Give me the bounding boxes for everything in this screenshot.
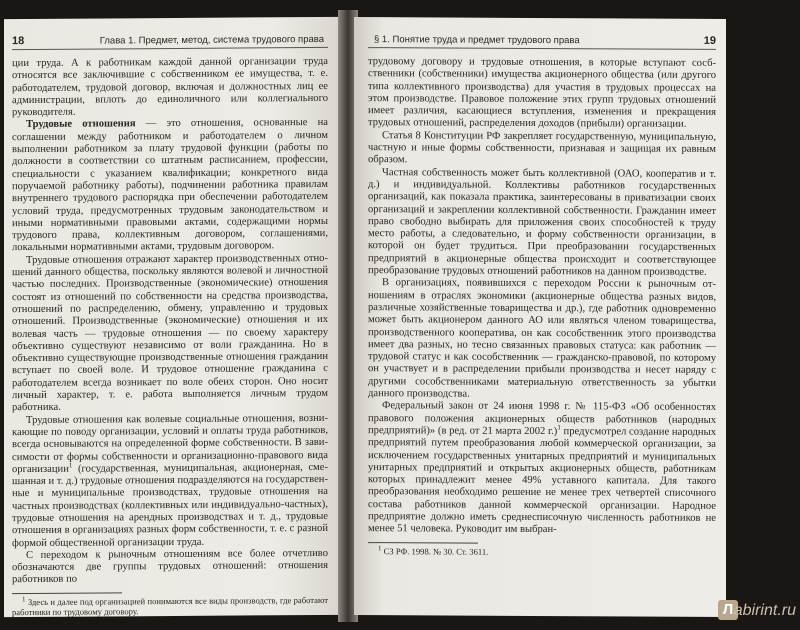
right-paragraph-3: Частная собственность может быть коллективной (ОАО, кооператив и т. д.) и индивидуальной. Коллективы работников государственных организаций, как показала практика, заинтересованы в приватизации своих организаций и закреплении коллективной собственности. Гражданин имеет право свободно выбирать для приложения своих способностей к труду место работы, а следовательно, и форму собственности организации, в которой он будет трудиться. При преобразовании государственных предприятий в акционерные общества происходит и соответствующее преобразование трудовых отношений работников на данном производстве. bbox=[368, 166, 716, 278]
left-paragraph-4b: (государственная, муниципальная, акционерная, смешанная и т. д.) трудовые отношения подразделяются на государственные и муниципальные производствах, трудовые отношения на частных производствах (коллективных или индивидуально-частных), трудовые отношения на арендных производствах и т. д., трудовые отношения в организациях разных форм собственности, т. е. с разной формой общественной организации труда. bbox=[12, 461, 328, 549]
right-paragraph-5a: Федеральный закон от 24 июня 1998 г. № 115-ФЗ «Об особенностях правового положения акционерных обществ работников (народных предприятий)» (в ред. от 21 марта 2002 г.) bbox=[368, 400, 716, 437]
left-paragraph-5: С переходом к рыночным отношениям все более отчетливо обозначаются две группы трудовых отношений: отношения работников по bbox=[12, 547, 328, 586]
left-running-head bbox=[12, 33, 328, 50]
left-page bbox=[4, 17, 342, 617]
right-page-number: 19 bbox=[703, 34, 716, 47]
right-page bbox=[354, 17, 726, 617]
right-paragraph-4: В организациях, появившихся с переходом России к рыночным отношениям в отраслях экономики (акционерные общества разных видов, различные хозяйственные товарищества и др.), где работник одновременно может быть акционером данного АО или являться членом товарищества, производственного кооператива, он как сособственник этого производства имеет два разных, но тесно связанных правовых статуса: как работник — трудовой статус и как сособственник — гражданско-правовой, по которому он участвует и в распределении прибыли производства и несет наряду с другими сособственниками материальную ответственность за убытки данного производства. bbox=[368, 277, 716, 400]
left-paragraph-1: ции труда. А к работникам каждой данной организации труда относятся все заключившие с собственником ее имущества, т. е. работодателем, трудовой договор, включая и должностных лиц ее администрации, вплоть до единоличного или коллегиального руководителя. bbox=[12, 55, 328, 119]
left-paragraph-2 bbox=[12, 117, 328, 254]
left-paragraph-3: Трудовые отношения отражают характер производственных отношений данного общества, поскольку являются волевой и личностной частью последних. Производственные (экономические) отношения состоят из отношений по собственности на средства производства, отношений по распределению, обмену, управлению и трудовых отношений. Производственные (экономические) отношения и их волевая часть — трудовые отношения — по своему характеру объективно существуют независимо от воли гражданина. Но в объективно существующие производственные отношения гражданин вступает по своей воле. И трудовое отношение гражданина с работодателем всегда возникает по воле обеих сторон. Оно носит личный характер, т. е. работа выполняется личным трудом работника. bbox=[12, 252, 328, 414]
footnote-rule-right bbox=[368, 542, 478, 544]
term-labor-relations: Трудовые отношения bbox=[26, 118, 136, 131]
left-chapter-title: Глава 1. Предмет, метод, система трудового права bbox=[99, 33, 324, 47]
labirint-logo-icon: Л bbox=[718, 600, 738, 620]
left-paragraph-2-text: — это отношения, основанные на соглашении между работником и работодателем о личном выполнении работником за плату трудовой функции (работы по должности в соответствии со штатным расписанием, профессии, специальности с указанием квалификации; конкретного вида поручаемой работнику работы), подчинении работника правилам внутреннего трудового распорядка при обеспечении работодателем условий труда, предусмотренных трудовым законодательством и иными нормативными правовыми актами, содержащими нормы трудового права, коллективным договором, соглашениями, локальными нормативными актами, трудовым договором. bbox=[12, 117, 328, 254]
footnote-ref-left: 1 bbox=[68, 460, 73, 469]
right-footnote-mark: 1 bbox=[378, 543, 382, 552]
left-page-number: 18 bbox=[12, 35, 25, 48]
left-paragraph-4a: Трудовые отношения как волевые социальные отношения, возникающие по поводу организации, условий и оплаты труда работников, всегда основываются на определенной форме собственности. В зависимости от формы собственности и организационно-правового вида организации bbox=[12, 412, 328, 475]
left-footnote bbox=[12, 595, 328, 617]
right-paragraph-2: Статья 8 Конституции РФ закрепляет государственную, муниципальную, частную и иные формы собственности, признавая и защищая их равным образом. bbox=[368, 129, 716, 166]
right-running-head bbox=[368, 33, 716, 50]
left-paragraph-4 bbox=[12, 413, 328, 550]
right-paragraph-1: трудовому договору и трудовые отношения, в которые вступают сосбственники (собственники) имущества акционерного общества (или другого типа коллективного производства) для участия в трудовых процессах на этом производстве. Правовое положение этих групп трудовых отношений имеет различия, касающиеся вступления, изменения и прекращения трудовых отношений, распределения доходов (прибыли) организации. bbox=[368, 56, 716, 131]
right-section-title: § 1. Понятие труда и предмет трудового права bbox=[374, 34, 580, 47]
footnote-ref-right: 1 bbox=[557, 423, 561, 432]
watermark-text: abirint.ru bbox=[733, 602, 796, 619]
left-footnote-mark: 1 bbox=[22, 594, 26, 603]
left-footnote-text: Здесь и далее под организацией понимаются все виды производств, где работают работники по трудовому договору. bbox=[12, 594, 329, 617]
right-paragraph-5 bbox=[368, 400, 716, 537]
right-footnote-text: СЗ РФ. 1998. № 30. Ст. 3611. bbox=[383, 545, 489, 557]
right-footnote bbox=[368, 543, 716, 558]
footnote-rule-left bbox=[12, 592, 122, 594]
right-paragraph-5b: предусмотрел создание народных предприятий путем преобразования любой коммерческой организации, за исключением государственных унитарных предприятий и муниципальных унитарных предприятий и открытых акционерных обществ, работникам которых принадлежит менее 49% уставного капитала. Для такого преобразования необходимо решение не менее трех четвертей списочного состава работников данной коммерческой организации. Народное предприятие должно иметь среднесписочную численность работников не менее 51 человека. Руководит им выбран- bbox=[368, 426, 717, 536]
